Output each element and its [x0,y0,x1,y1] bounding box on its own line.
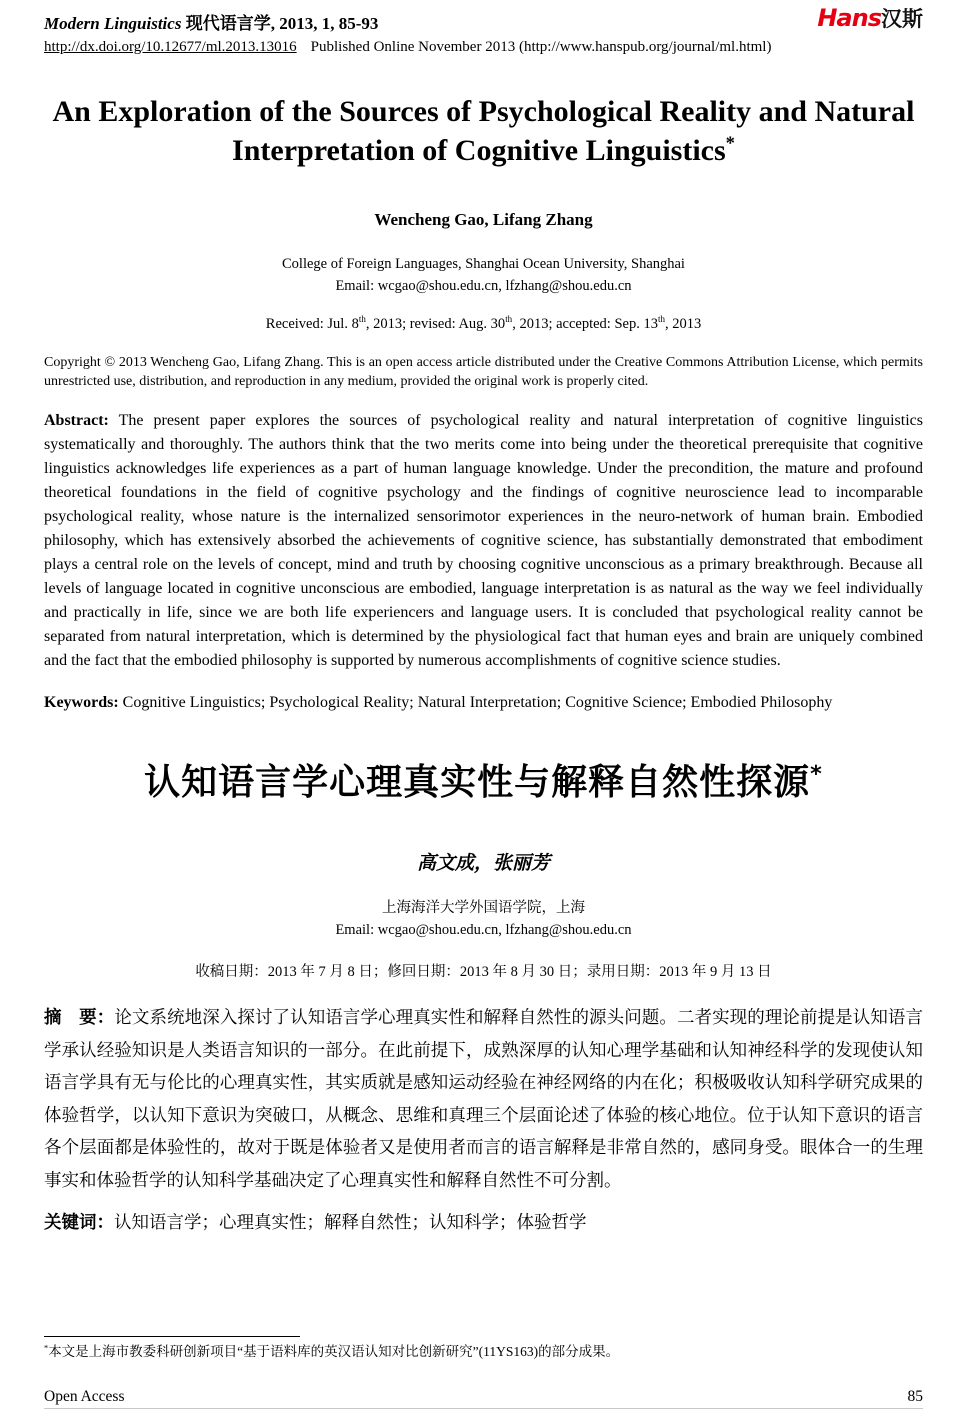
hans-logo-cn: 汉斯 [881,7,923,31]
hans-logo-en: Hans [817,4,881,32]
article-title-text: An Exploration of the Sources of Psychological Reality and Natural Interpretation of Cognitive Linguistics [52,95,915,167]
hans-publisher-logo [817,6,923,30]
received-part: Received: Jul. 8 [265,315,359,332]
received-line [44,313,923,333]
affiliation-block-cn [44,897,923,942]
affiliation-cn: 上海海洋大学外国语学院，上海 [382,899,585,916]
open-access-label: Open Access [44,1388,125,1405]
journal-name-line [44,6,378,34]
flex-spacer [44,1239,923,1335]
email-line-cn: Email: wcgao@shou.edu.cn, lfzhang@shou.edu.cn [335,922,632,939]
article-title-cn-text: 认知语言学心理真实性与解释自然性探源 [144,762,811,804]
received-part: , 2013; accepted: Sep. 13 [512,315,658,332]
keywords-paragraph [44,691,923,715]
footnote-text-line [44,1342,923,1362]
keywords-paragraph-cn [44,1206,923,1239]
footnote-text: 本文是上海市教委科研创新项目“基于语料库的英汉语认知对比创新研究”(11YS163)的部分成果。 [48,1343,620,1359]
authors-cn: 高文成，张丽芳 [416,852,550,874]
abstract-label-cn: 摘 要： [44,1007,115,1028]
copyright-notice: Copyright © 2013 Wencheng Gao, Lifang Zhang. This is an open access article distributed under the Creative Commons Attribution License, which permits unrestricted use, distribution, and reproduction in any medium, provided the original work is properly cited. [44,354,923,389]
keywords-label: Keywords: [44,694,119,712]
ordinal-sup: th [358,313,366,324]
abstract-label: Abstract: [44,412,109,430]
email-line: Email: wcgao@shou.edu.cn, lfzhang@shou.edu.cn [335,277,632,294]
title-cn-footnote-mark: * [810,761,823,788]
abstract-paragraph-cn [44,1001,923,1196]
page-footer [44,1388,923,1409]
affiliation-block [44,254,923,298]
footnote-mark: * [44,1343,49,1353]
ordinal-sup: th [505,313,513,324]
journal-header [44,6,923,34]
journal-issue-info: , 2013, 1, 85-93 [270,14,379,33]
published-info: Published Online November 2013 (http://www.hanspub.org/journal/ml.html) [310,39,772,55]
authors: Wencheng Gao, Lifang Zhang [374,210,593,229]
doi-link[interactable]: http://dx.doi.org/10.12677/ml.2013.13016 [44,39,297,55]
abstract-text-cn: 论文系统地深入探讨了认知语言学心理真实性和解释自然性的源头问题。二者实现的理论前提是认知语言学承认经验知识是人类语言知识的一部分。在此前提下，成熟深厚的认知心理学基础和认知神经科学的发现使认知语言学具有无与伦比的心理真实性，其实质就是感知运动经验在神经网络的内在化；积极吸收认知科学研究成果的体验哲学，以认知下意识为突破口，从概念、思维和真理三个层面论述了体验的核心地位。位于认知下意识的语言各个层面都是体验性的，故对于既是体验者又是使用者而言的语言解释是非常自然的，感同身受。眼体合一的生理事实和体验哲学的认知科学基础决定了心理真实性和解释自然性不可分割。 [44,1006,923,1190]
keywords-text-cn: 认知语言学；心理真实性；解释自然性；认知科学；体验哲学 [114,1211,587,1232]
keywords-text: Cognitive Linguistics; Psychological Reality; Natural Interpretation; Cognitive Science; Embodied Philosophy [118,694,833,712]
ordinal-sup: th [657,313,665,324]
journal-name-en: Modern Linguistics [44,14,182,33]
journal-name-cn: 现代语言学 [181,14,271,33]
title-footnote-mark: * [725,133,735,154]
footnote-divider [44,1336,300,1337]
article-title [48,92,920,170]
received-line-cn: 收稿日期：2013 年 7 月 8 日；修回日期：2013 年 8 月 30 日；录用日期：2013 年 9 月 13 日 [195,963,772,980]
page-number: 85 [907,1388,923,1405]
abstract-text: The present paper explores the sources of psychological reality and natural interpretation of cognitive linguistics systematically and thoroughly. The authors think that the two merits come into being under the theoretical prerequisite that cognitive linguistics acknowledges life experiences as a part of human language knowledge. Under the precondition, the mature and profound theoretical foundations in the field of cognitive psychology and the findings of cognitive neuroscience lead to incomparable psychological reality, whose nature is the internalized sensorimotor experiences in the neuro-network of human brain. Embodied philosophy, which has extensively absorbed the achievements of cognitive science, has substantially demonstrated that embodiment plays a central role on the levels of concept, mind and truth by choosing cognitive unconscious as a primary breakthrough. Because all levels of language located in cognitive unconscious are embodied, language interpretation is as natural as the way we feel individually and practically in life, since we are both life experiencers and language users. It is concluded that psychological reality cannot be separated from natural interpretation, which is determined by the physiological fact that human eyes and brain are uniquely combined and the fact that the embodied philosophy is supported by numerous accomplishments of cognitive science studies. [44,412,923,670]
keywords-label-cn: 关键词： [44,1212,114,1233]
doi-line [44,39,923,56]
abstract-paragraph [44,409,923,673]
received-part: , 2013; revised: Aug. 30 [365,315,506,332]
affiliation: College of Foreign Languages, Shanghai Ocean University, Shanghai [282,256,685,272]
received-part: , 2013 [664,315,702,332]
footnote-block [44,1336,923,1362]
article-title-cn [44,759,923,808]
